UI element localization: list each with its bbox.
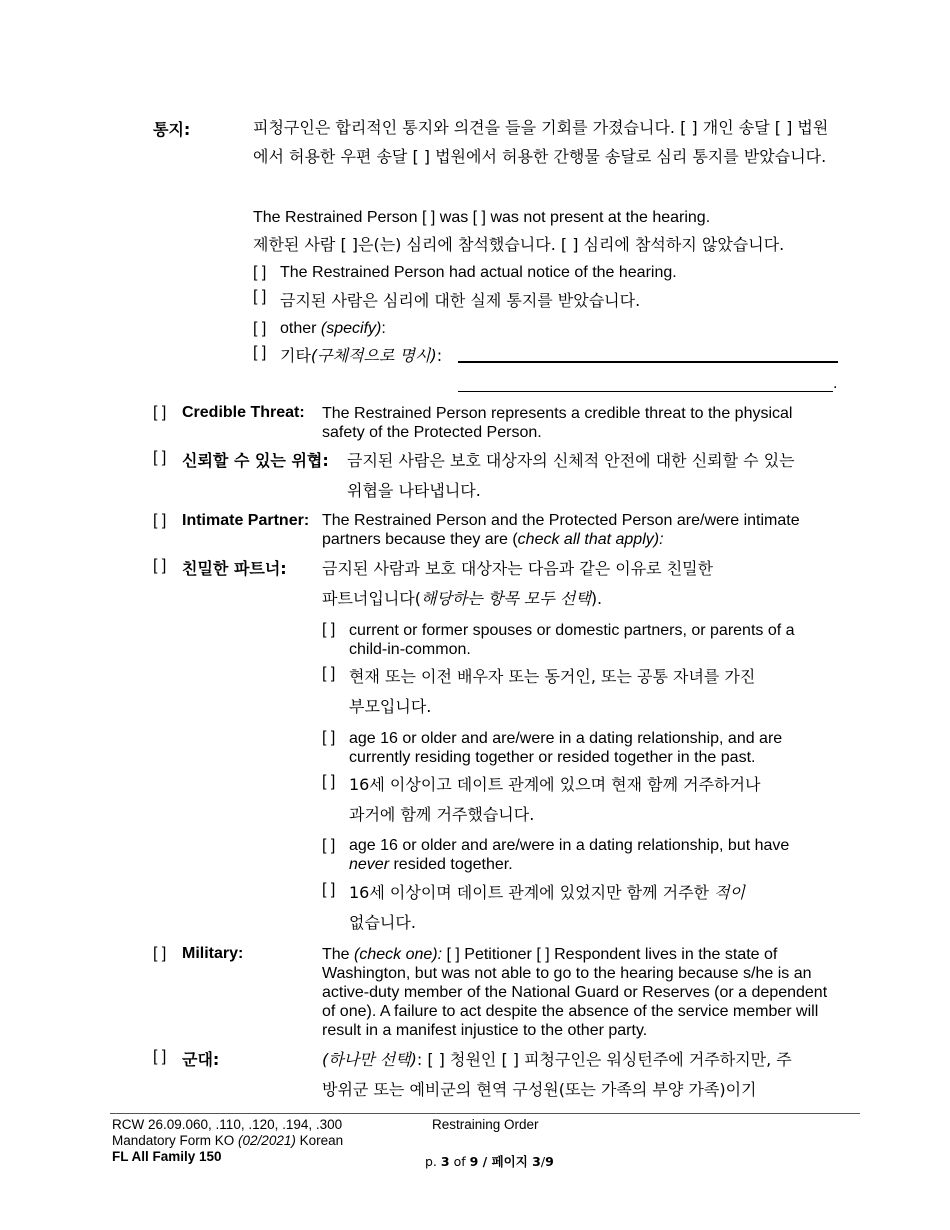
footer-page-ko-num: 3 (532, 1154, 541, 1169)
military-ko-text-2: 방위군 또는 예비군의 현역 구성원(또는 가족의 부양 가족)이기 (322, 1080, 757, 1099)
intimate-option-2-checkbox[interactable]: [ ] (322, 729, 336, 746)
footer-rcw: RCW 26.09.060, .110, .120, .194, .300 (112, 1117, 343, 1132)
military-ko-text-1 (322, 1047, 792, 1070)
military-text-check: (check one): (354, 946, 443, 963)
intimate-partner-text-2-italic: check all that apply): (517, 531, 664, 548)
notice-other-input-line-1[interactable] (458, 361, 838, 363)
credible-threat-ko-label: 신뢰할 수 있는 위협: (182, 451, 329, 470)
notice-other-ko-specify: (구체적으로 명시) (310, 346, 437, 365)
intimate-partner-ko-text-1: 금지된 사람과 보호 대상자는 다음과 같은 이유로 친밀한 (322, 559, 714, 578)
intimate-option-3-ko-2: 없습니다. (349, 913, 416, 932)
military-ko-text-1-body: : [ ] 청원인 [ ] 피청구인은 워싱턴주에 거주하지만, 주 (416, 1050, 792, 1069)
intimate-partner-text-2-main: partners because they are ( (322, 531, 518, 548)
footer-form-post: Korean (295, 1133, 344, 1148)
intimate-option-3-checkbox[interactable]: [ ] (322, 837, 336, 854)
credible-threat-ko-text-2: 위협을 나타냅니다. (347, 481, 481, 500)
intimate-partner-label: Intimate Partner: (182, 512, 310, 529)
intimate-option-3-ko-checkbox[interactable]: [ ] (322, 881, 336, 898)
notice-present-en: The Restrained Person [ ] was [ ] was not present at the hearing. (253, 209, 711, 226)
military-text (322, 945, 828, 1040)
intimate-partner-text-2 (322, 531, 664, 549)
intimate-option-2-ko-1: 16세 이상이고 데이트 관계에 있으며 현재 함께 거주하거나 (349, 775, 761, 794)
notice-other-en-checkbox[interactable]: [ ] (253, 320, 267, 337)
notice-other-en (280, 320, 386, 338)
military-ko-label: 군대: (182, 1050, 220, 1069)
military-ko-checkbox[interactable]: [ ] (153, 1048, 167, 1065)
intimate-partner-text-1: The Restrained Person and the Protected Person are/were intimate (322, 512, 800, 529)
footer-form-id: FL All Family 150 (112, 1149, 222, 1164)
intimate-option-1-checkbox[interactable]: [ ] (322, 621, 336, 638)
intimate-option-3-ko-1b: 적이 (714, 883, 746, 902)
intimate-option-3-en-1: age 16 or older and are/were in a dating relationship, but have (349, 837, 790, 854)
credible-threat-text: The Restrained Person represents a credible threat to the physical safety of the Protected Person. (322, 405, 793, 441)
intimate-option-1-en: current or former spouses or domestic partners, or parents of a child-in-common. (349, 622, 795, 658)
intimate-partner-ko-text-2 (322, 586, 602, 609)
footer-title: Restraining Order (432, 1117, 539, 1132)
intimate-partner-ko-checkbox[interactable]: [ ] (153, 557, 167, 574)
military-ko-check: (하나만 선택) (322, 1050, 417, 1069)
intimate-option-1-ko-1: 현재 또는 이전 배우자 또는 동거인, 또는 공통 자녀를 가진 (349, 667, 756, 686)
intimate-option-2-en: age 16 or older and are/were in a dating relationship, and are currently residing together or resided together in the past. (349, 730, 783, 766)
intimate-option-3-en-2-rest: resided together. (389, 856, 513, 873)
footer-form (112, 1133, 343, 1149)
footer-page-num: 3 (440, 1154, 450, 1169)
intimate-option-3-never: never (349, 856, 390, 873)
notice-ko-text: 피청구인은 합리적인 통지와 의견을 들을 기회를 가졌습니다. [ ] 개인 송달 [ ] 법원에서 허용한 우편 송달 [ ] 법원에서 허용한 간행물 송달로 심리 통지를 받았습니다. (253, 118, 829, 166)
intimate-option-2-ko-2: 과거에 함께 거주했습니다. (349, 805, 535, 824)
footer-page-of: of (449, 1154, 470, 1169)
military-text-body: [ ] Petitioner [ ] Respondent lives in the state of Washington, but was not able to go to the hearing because s/he is an active-duty member of the National Guard or Reserves (or a dependent of one). A failure to act despite the absence of the service member will result in a manifest injustice to the other party. (322, 946, 828, 1039)
notice-present-ko: 제한된 사람 [ ]은(는) 심리에 참석했습니다. [ ] 심리에 참석하지 않았습니다. (253, 235, 785, 254)
notice-other-ko-colon: : (436, 346, 443, 365)
notice-actual-ko: 금지된 사람은 심리에 대한 실제 통지를 받았습니다. (280, 291, 641, 310)
notice-label: 통지: (153, 120, 191, 139)
intimate-option-1-ko-checkbox[interactable]: [ ] (322, 665, 336, 682)
intimate-option-1-ko-2: 부모입니다. (349, 697, 432, 716)
footer-form-date: (02/2021) (238, 1133, 296, 1148)
footer-page (425, 1154, 554, 1170)
footer-page-total: 9 (469, 1154, 479, 1169)
intimate-partner-ko-text-2-end: ). (590, 589, 603, 608)
footer-page-sep: / 페이지 (478, 1154, 533, 1169)
notice-other-period: . (833, 375, 838, 392)
intimate-option-2-ko-checkbox[interactable]: [ ] (322, 773, 336, 790)
intimate-partner-ko-text-2-italic: 해당하는 항목 모두 선택 (420, 589, 591, 608)
notice-other-ko-label: 기타 (280, 346, 311, 365)
credible-threat-ko-text-1: 금지된 사람은 보호 대상자의 신체적 안전에 대한 신뢰할 수 있는 (347, 451, 795, 470)
notice-actual-en-checkbox[interactable]: [ ] (253, 264, 267, 281)
military-checkbox[interactable]: [ ] (153, 945, 167, 962)
intimate-partner-checkbox[interactable]: [ ] (153, 512, 167, 529)
military-label: Military: (182, 945, 244, 962)
footer-page-ko-of: / (540, 1154, 546, 1169)
notice-actual-ko-checkbox[interactable]: [ ] (253, 288, 267, 305)
footer-page-ko-total: 9 (545, 1154, 554, 1169)
credible-threat-checkbox[interactable]: [ ] (153, 404, 167, 421)
credible-threat-ko-checkbox[interactable]: [ ] (153, 449, 167, 466)
military-text-pre: The (322, 946, 355, 963)
intimate-partner-ko-text-2-main: 파트너입니다( (322, 589, 421, 608)
intimate-partner-ko-label: 친밀한 파트너: (182, 559, 287, 578)
credible-threat-label: Credible Threat: (182, 404, 305, 421)
intimate-option-3-ko-1a: 16세 이상이며 데이트 관계에 있었지만 함께 거주한 (349, 883, 715, 902)
notice-actual-en: The Restrained Person had actual notice of the hearing. (280, 264, 677, 281)
notice-other-ko (280, 343, 442, 366)
footer-page-pre: p. (425, 1154, 441, 1169)
intimate-option-3-ko-1 (349, 880, 745, 903)
footer-form-pre: Mandatory Form KO (112, 1133, 239, 1148)
intimate-option-3-en-2 (349, 856, 513, 874)
notice-other-en-specify: (specify) (320, 320, 382, 337)
footer-divider (110, 1113, 860, 1114)
notice-other-en-label: other (280, 320, 317, 337)
notice-other-ko-checkbox[interactable]: [ ] (253, 344, 267, 361)
notice-other-input-line-2[interactable] (458, 391, 833, 392)
notice-other-en-colon: : (381, 320, 386, 337)
